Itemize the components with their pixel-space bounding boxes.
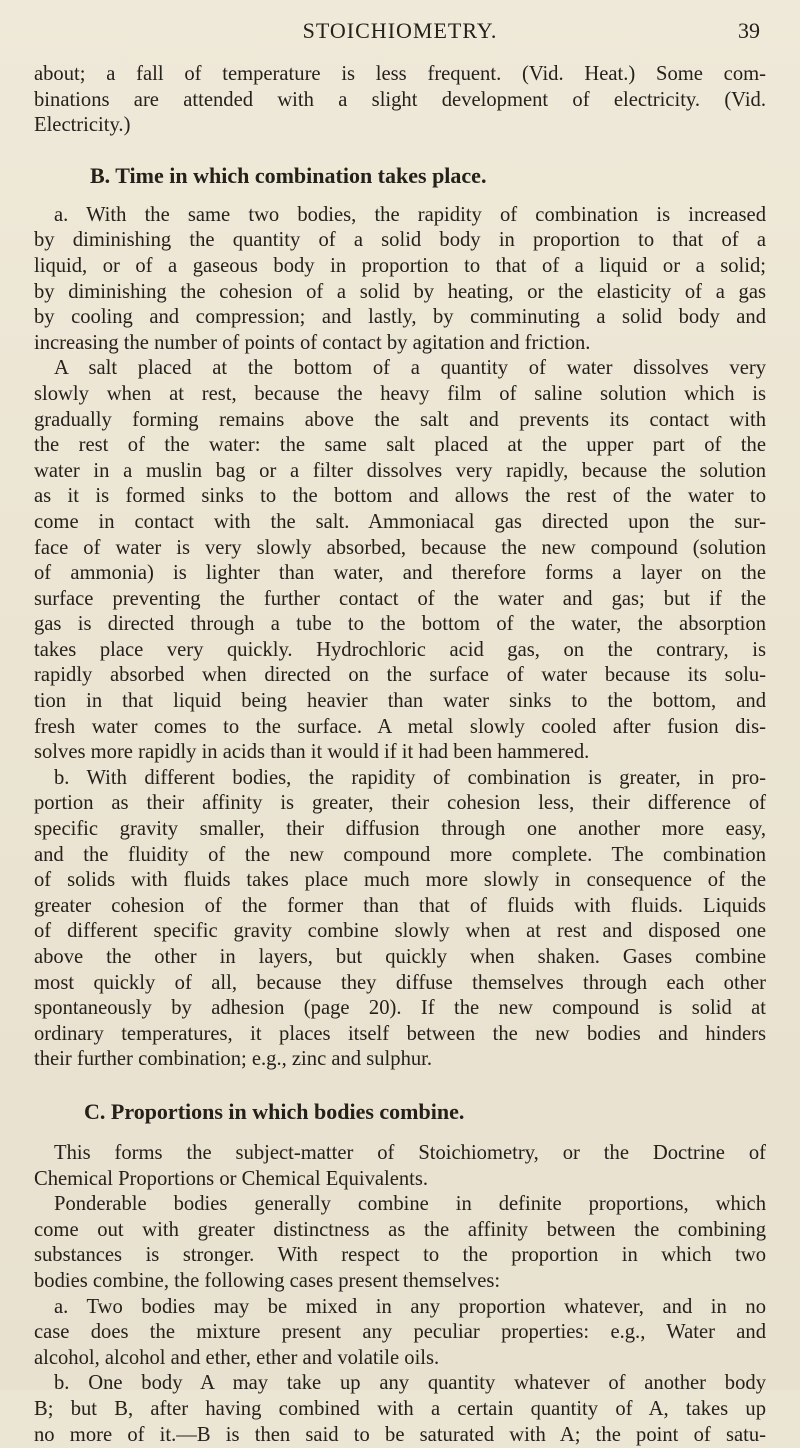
text-line: greater cohesion of the former than that of fluids with fluids. Liquids xyxy=(34,894,766,920)
text-line: a. With the same two bodies, the rapidity of combination is increased xyxy=(34,203,766,229)
text-line: the rest of the water: the same salt placed at the upper part of the xyxy=(34,433,766,459)
page-body xyxy=(34,62,766,1448)
text-line: their further combination; e.g., zinc and sulphur. xyxy=(34,1047,766,1073)
text-line: spontaneously by adhesion (page 20). If the new compound is solid at xyxy=(34,996,766,1022)
text-line: rapidly absorbed when directed on the surface of water because its solu- xyxy=(34,663,766,689)
text-line: water in a muslin bag or a filter dissolves very rapidly, because the solution xyxy=(34,459,766,485)
text-line: Chemical Proportions or Chemical Equivalents. xyxy=(34,1167,766,1193)
section-c-heading: C. Proportions in which bodies combine. xyxy=(34,1099,766,1125)
text-line: B; but B, after having combined with a certain quantity of A, takes up xyxy=(34,1397,766,1423)
text-line: of ammonia) is lighter than water, and therefore forms a layer on the xyxy=(34,561,766,587)
running-head: STOICHIOMETRY. xyxy=(34,18,766,44)
text-line: solves more rapidly in acids than it would if it had been hammered. xyxy=(34,740,766,766)
text-line: gas is directed through a tube to the bottom of the water, the absorption xyxy=(34,612,766,638)
section-b-text xyxy=(34,203,766,1073)
text-line: by diminishing the quantity of a solid body in proportion to that of a xyxy=(34,228,766,254)
intro-paragraph xyxy=(34,62,766,139)
text-line: This forms the subject-matter of Stoichiometry, or the Doctrine of xyxy=(34,1141,766,1167)
text-line: and the fluidity of the new compound more complete. The combination xyxy=(34,843,766,869)
section-b-heading: B. Time in which combination takes place. xyxy=(34,163,766,189)
text-line: increasing the number of points of contact by agitation and friction. xyxy=(34,331,766,357)
text-line: slowly when at rest, because the heavy film of saline solution which is xyxy=(34,382,766,408)
text-line: binations are attended with a slight development of electricity. (Vid. xyxy=(34,88,766,114)
text-line: come out with greater distinctness as the affinity between the combining xyxy=(34,1218,766,1244)
text-line: come in contact with the salt. Ammoniacal gas directed upon the sur- xyxy=(34,510,766,536)
text-line: by cooling and compression; and lastly, by comminuting a solid body and xyxy=(34,305,766,331)
text-line: gradually forming remains above the salt and prevents its contact with xyxy=(34,408,766,434)
text-line: surface preventing the further contact of the water and gas; but if the xyxy=(34,587,766,613)
text-line: of solids with fluids takes place much more slowly in consequence of the xyxy=(34,868,766,894)
text-line: by diminishing the cohesion of a solid by heating, or the elasticity of a gas xyxy=(34,280,766,306)
page-number: 39 xyxy=(738,18,760,44)
text-line: as it is formed sinks to the bottom and allows the rest of the water to xyxy=(34,484,766,510)
text-line: no more of it.—B is then said to be saturated with A; the point of satu- xyxy=(34,1423,766,1448)
text-line: A salt placed at the bottom of a quantity of water dissolves very xyxy=(34,356,766,382)
text-line: Electricity.) xyxy=(34,113,766,139)
text-line: above the other in layers, but quickly when shaken. Gases combine xyxy=(34,945,766,971)
text-line: bodies combine, the following cases present themselves: xyxy=(34,1269,766,1295)
text-line: tion in that liquid being heavier than water sinks to the bottom, and xyxy=(34,689,766,715)
text-line: case does the mixture present any peculiar properties: e.g., Water and xyxy=(34,1320,766,1346)
text-line: substances is stronger. With respect to the proportion in which two xyxy=(34,1243,766,1269)
text-line: face of water is very slowly absorbed, because the new compound (solution xyxy=(34,536,766,562)
text-line: a. Two bodies may be mixed in any proportion whatever, and in no xyxy=(34,1295,766,1321)
text-line: takes place very quickly. Hydrochloric acid gas, on the contrary, is xyxy=(34,638,766,664)
text-line: Ponderable bodies generally combine in definite proportions, which xyxy=(34,1192,766,1218)
text-line: of different specific gravity combine slowly when at rest and disposed one xyxy=(34,919,766,945)
text-line: alcohol, alcohol and ether, ether and volatile oils. xyxy=(34,1346,766,1372)
text-line: specific gravity smaller, their diffusion through one another more easy, xyxy=(34,817,766,843)
text-line: liquid, or of a gaseous body in proportion to that of a liquid or a solid; xyxy=(34,254,766,280)
text-line: most quickly of all, because they diffuse themselves through each other xyxy=(34,971,766,997)
text-line: about; a fall of temperature is less frequent. (Vid. Heat.) Some com- xyxy=(34,62,766,88)
text-line: b. With different bodies, the rapidity of combination is greater, in pro- xyxy=(34,766,766,792)
text-line: ordinary temperatures, it places itself between the new bodies and hinders xyxy=(34,1022,766,1048)
text-line: portion as their affinity is greater, their cohesion less, their difference of xyxy=(34,791,766,817)
section-c-text xyxy=(34,1141,766,1448)
text-line: fresh water comes to the surface. A metal slowly cooled after fusion dis- xyxy=(34,715,766,741)
page-header xyxy=(34,18,766,50)
text-line: b. One body A may take up any quantity whatever of another body xyxy=(34,1371,766,1397)
